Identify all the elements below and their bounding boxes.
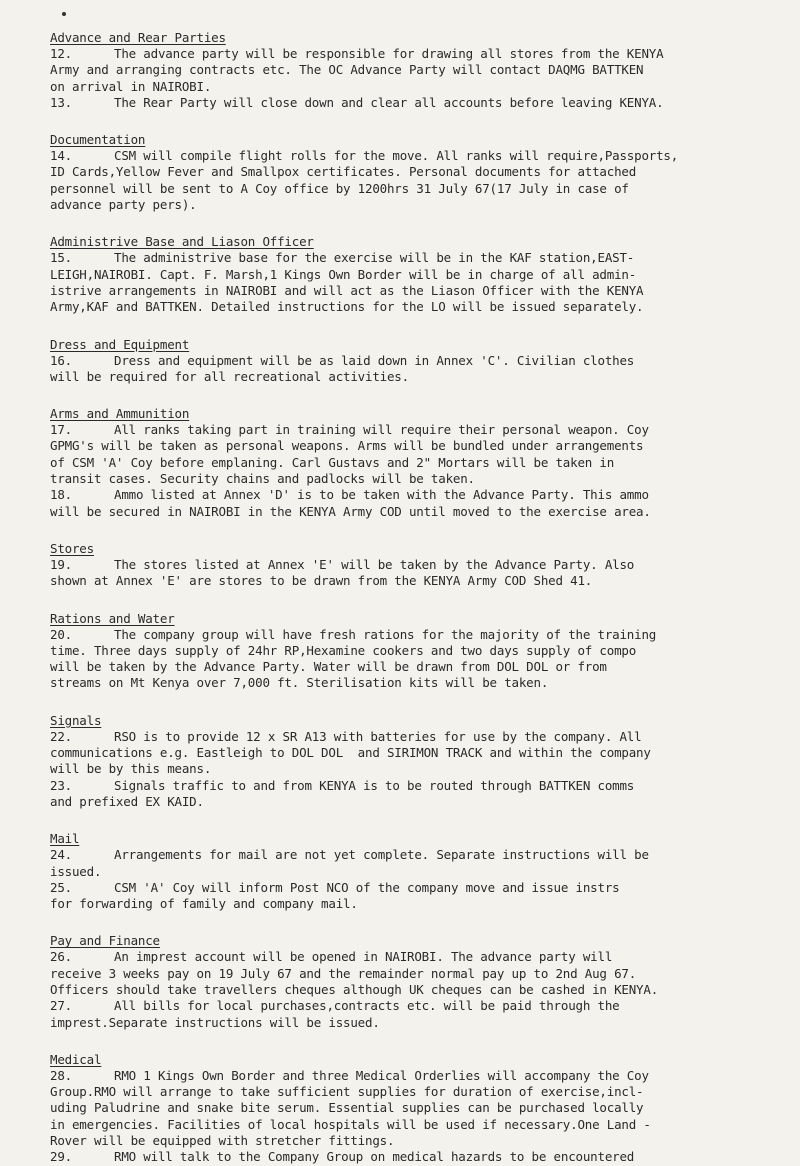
- document-body: [50, 27, 770, 1166]
- paragraph-number: 13.: [50, 94, 72, 110]
- line-text: in emergencies. Facilities of local hospitals will be used if necessary.One Land -: [50, 1116, 651, 1132]
- paragraph: [50, 627, 770, 692]
- paragraph: [50, 148, 770, 213]
- paragraph-line: [50, 438, 770, 454]
- section-heading: Mail: [50, 831, 80, 847]
- paragraph-number: 23.: [50, 777, 72, 793]
- paragraph-number: 26.: [50, 949, 72, 965]
- paragraph-line: [50, 504, 770, 520]
- paragraph-line: [50, 299, 770, 315]
- section-heading: Administrive Base and Liason Officer: [50, 234, 314, 250]
- line-text: time. Three days supply of 24hr RP,Hexamine cookers and two days supply of compo: [50, 642, 637, 658]
- paragraph-line: [50, 729, 770, 745]
- paragraph-line: [50, 573, 770, 589]
- line-text: shown at Annex 'E' are stores to be drawn from the KENYA Army COD Shed 41.: [50, 573, 593, 589]
- paragraph-number: 27.: [50, 998, 72, 1014]
- paragraph: [50, 1149, 770, 1165]
- paragraph-line: [50, 847, 770, 863]
- section: [50, 334, 770, 386]
- section: [50, 710, 770, 810]
- paragraph-number: 16.: [50, 352, 72, 368]
- paragraph-line: [50, 1117, 770, 1133]
- line-text: Ammo listed at Annex 'D' is to be taken with the Advance Party. This ammo: [114, 487, 649, 503]
- paragraph-number: 29.: [50, 1149, 72, 1165]
- section: [50, 538, 770, 590]
- section-heading: Rations and Water: [50, 610, 175, 626]
- paragraph-line: [50, 197, 770, 213]
- paragraph-line: [50, 1100, 770, 1116]
- paragraph: [50, 250, 770, 315]
- line-text: RMO will talk to the Company Group on medical hazards to be encountered: [114, 1149, 635, 1165]
- line-text: of CSM 'A' Coy before emplaning. Carl Gustavs and 2" Mortars will be taken in: [50, 454, 615, 470]
- line-text: RMO 1 Kings Own Border and three Medical Orderlies will accompany the Coy: [114, 1067, 649, 1083]
- paragraph-number: 28.: [50, 1067, 72, 1083]
- line-text: An imprest account will be opened in NAIROBI. The advance party will: [114, 949, 613, 965]
- line-text: The administrive base for the exercise will be in the KAF station,EAST-: [114, 250, 635, 266]
- paragraph-line: [50, 148, 770, 164]
- line-text: advance party pers).: [50, 197, 197, 213]
- paragraph-number: 18.: [50, 487, 72, 503]
- section-heading: Dress and Equipment: [50, 336, 190, 352]
- paragraph: [50, 847, 770, 880]
- section: [50, 403, 770, 520]
- line-text: will be taken by the Advance Party. Water will be drawn from DOL DOL or from: [50, 659, 607, 675]
- paragraph: [50, 487, 770, 520]
- paragraph-line: [50, 880, 770, 896]
- line-text: Army and arranging contracts etc. The OC Advance Party will contact DAQMG BATTKEN: [50, 62, 644, 78]
- paragraph-line: [50, 471, 770, 487]
- paragraph-number: 22.: [50, 728, 72, 744]
- paragraph-line: [50, 998, 770, 1014]
- paragraph-line: [50, 557, 770, 573]
- line-text: Dress and equipment will be as laid down in Annex 'C'. Civilian clothes: [114, 352, 635, 368]
- section-heading: Pay and Finance: [50, 933, 160, 949]
- paragraph-line: [50, 422, 770, 438]
- line-text: The stores listed at Annex 'E' will be taken by the Advance Party. Also: [114, 556, 635, 572]
- paragraph-line: [50, 982, 770, 998]
- paragraph-line: [50, 966, 770, 982]
- paragraph-number: 20.: [50, 626, 72, 642]
- line-text: and prefixed EX KAID.: [50, 793, 204, 809]
- paragraph: [50, 729, 770, 778]
- paragraph-line: [50, 283, 770, 299]
- line-text: Group.RMO will arrange to take sufficient supplies for duration of exercise,incl-: [50, 1084, 644, 1100]
- section: [50, 828, 770, 912]
- paragraph-line: [50, 79, 770, 95]
- line-text: Arrangements for mail are not yet complete. Separate instructions will be: [114, 847, 649, 863]
- paragraph: [50, 1068, 770, 1149]
- paragraph-line: [50, 46, 770, 62]
- line-text: communications e.g. Eastleigh to DOL DOL and SIRIMON TRACK and within the company: [50, 745, 651, 761]
- paragraph-line: [50, 864, 770, 880]
- paragraph: [50, 353, 770, 386]
- line-text: LEIGH,NAIROBI. Capt. F. Marsh,1 Kings Own Border will be in charge of all admin-: [50, 266, 637, 282]
- section-heading: Medical: [50, 1051, 102, 1067]
- section-heading: Documentation: [50, 132, 146, 148]
- paragraph-line: [50, 896, 770, 912]
- paragraph: [50, 46, 770, 95]
- paragraph-number: 19.: [50, 556, 72, 572]
- paragraph-number: 17.: [50, 422, 72, 438]
- paragraph-line: [50, 778, 770, 794]
- paragraph-line: [50, 164, 770, 180]
- section: [50, 930, 770, 1030]
- section-heading: Advance and Rear Parties: [50, 30, 226, 45]
- page-mark: [62, 12, 66, 16]
- paragraph: [50, 95, 770, 111]
- paragraph: [50, 422, 770, 487]
- paragraph-number: 14.: [50, 148, 72, 164]
- line-text: receive 3 weeks pay on 19 July 67 and the remainder normal pay up to 2nd Aug 67.: [50, 965, 637, 981]
- paragraph-line: [50, 675, 770, 691]
- paragraph-line: [50, 181, 770, 197]
- paragraph-line: [50, 745, 770, 761]
- line-text: on arrival in NAIROBI.: [50, 78, 212, 94]
- line-text: will be by this means.: [50, 761, 212, 777]
- paragraph-line: [50, 1084, 770, 1100]
- section: [50, 129, 770, 213]
- line-text: CSM 'A' Coy will inform Post NCO of the company move and issue instrs: [114, 879, 620, 895]
- paragraph: [50, 557, 770, 590]
- paragraph-line: [50, 455, 770, 471]
- line-text: personnel will be sent to A Coy office by 1200hrs 31 July 67(17 July in case of: [50, 180, 629, 196]
- paragraph-line: [50, 643, 770, 659]
- paragraph-number: 24.: [50, 847, 72, 863]
- line-text: ID Cards,Yellow Fever and Smallpox certificates. Personal documents for attached: [50, 164, 637, 180]
- paragraph: [50, 880, 770, 913]
- paragraph-line: [50, 1149, 770, 1165]
- section: [50, 608, 770, 692]
- paragraph-line: [50, 1133, 770, 1149]
- section-heading: Stores: [50, 540, 94, 556]
- line-text: All bills for local purchases,contracts etc. will be paid through the: [114, 998, 620, 1014]
- line-text: istrive arrangements in NAIROBI and will act as the Liason Officer with the KENYA: [50, 282, 644, 298]
- line-text: Officers should take travellers cheques although UK cheques can be cashed in KENYA.: [50, 981, 659, 997]
- line-text: RSO is to provide 12 x SR A13 with batteries for use by the company. All: [114, 728, 642, 744]
- paragraph-line: [50, 794, 770, 810]
- line-text: transit cases. Security chains and padlocks will be taken.: [50, 471, 475, 487]
- line-text: Signals traffic to and from KENYA is to be routed through BATTKEN comms: [114, 777, 635, 793]
- paragraph-line: [50, 267, 770, 283]
- line-text: streams on Mt Kenya over 7,000 ft. Sterilisation kits will be taken.: [50, 675, 549, 691]
- paragraph-number: 12.: [50, 46, 72, 61]
- line-text: The Rear Party will close down and clear all accounts before leaving KENYA.: [114, 94, 664, 110]
- section-heading: Signals: [50, 712, 102, 728]
- paragraph-line: [50, 369, 770, 385]
- paragraph-line: [50, 1068, 770, 1084]
- line-text: The company group will have fresh rations for the majority of the training: [114, 626, 657, 642]
- line-text: The advance party will be responsible for drawing all stores from the KENYA: [114, 46, 664, 61]
- line-text: issued.: [50, 863, 102, 879]
- paragraph-line: [50, 62, 770, 78]
- line-text: for forwarding of family and company mail.: [50, 896, 358, 912]
- section: [50, 27, 770, 111]
- line-text: will be required for all recreational activities.: [50, 368, 409, 384]
- paragraph-line: [50, 353, 770, 369]
- paragraph-line: [50, 487, 770, 503]
- line-text: GPMG's will be taken as personal weapons. Arms will be bundled under arrangements: [50, 438, 644, 454]
- paragraph-line: [50, 1015, 770, 1031]
- line-text: will be secured in NAIROBI in the KENYA Army COD until moved to the exercise area.: [50, 503, 651, 519]
- paragraph-number: 15.: [50, 250, 72, 266]
- paragraph-line: [50, 949, 770, 965]
- paragraph-line: [50, 659, 770, 675]
- paragraph: [50, 949, 770, 998]
- line-text: imprest.Separate instructions will be issued.: [50, 1014, 380, 1030]
- line-text: All ranks taking part in training will require their personal weapon. Coy: [114, 422, 649, 438]
- line-text: Army,KAF and BATTKEN. Detailed instructions for the LO will be issued separately.: [50, 299, 644, 315]
- paragraph-number: 25.: [50, 879, 72, 895]
- section-heading: Arms and Ammunition: [50, 406, 190, 422]
- paragraph-line: [50, 761, 770, 777]
- section: [50, 231, 770, 315]
- line-text: CSM will compile flight rolls for the move. All ranks will require,Passports,: [114, 148, 679, 164]
- paragraph-line: [50, 250, 770, 266]
- line-text: Rover will be equipped with stretcher fittings.: [50, 1133, 395, 1149]
- paragraph-line: [50, 95, 770, 111]
- paragraph: [50, 778, 770, 811]
- paragraph-line: [50, 627, 770, 643]
- section: [50, 1049, 770, 1166]
- line-text: uding Paludrine and snake bite serum. Essential supplies can be purchased locally: [50, 1100, 644, 1116]
- paragraph: [50, 998, 770, 1031]
